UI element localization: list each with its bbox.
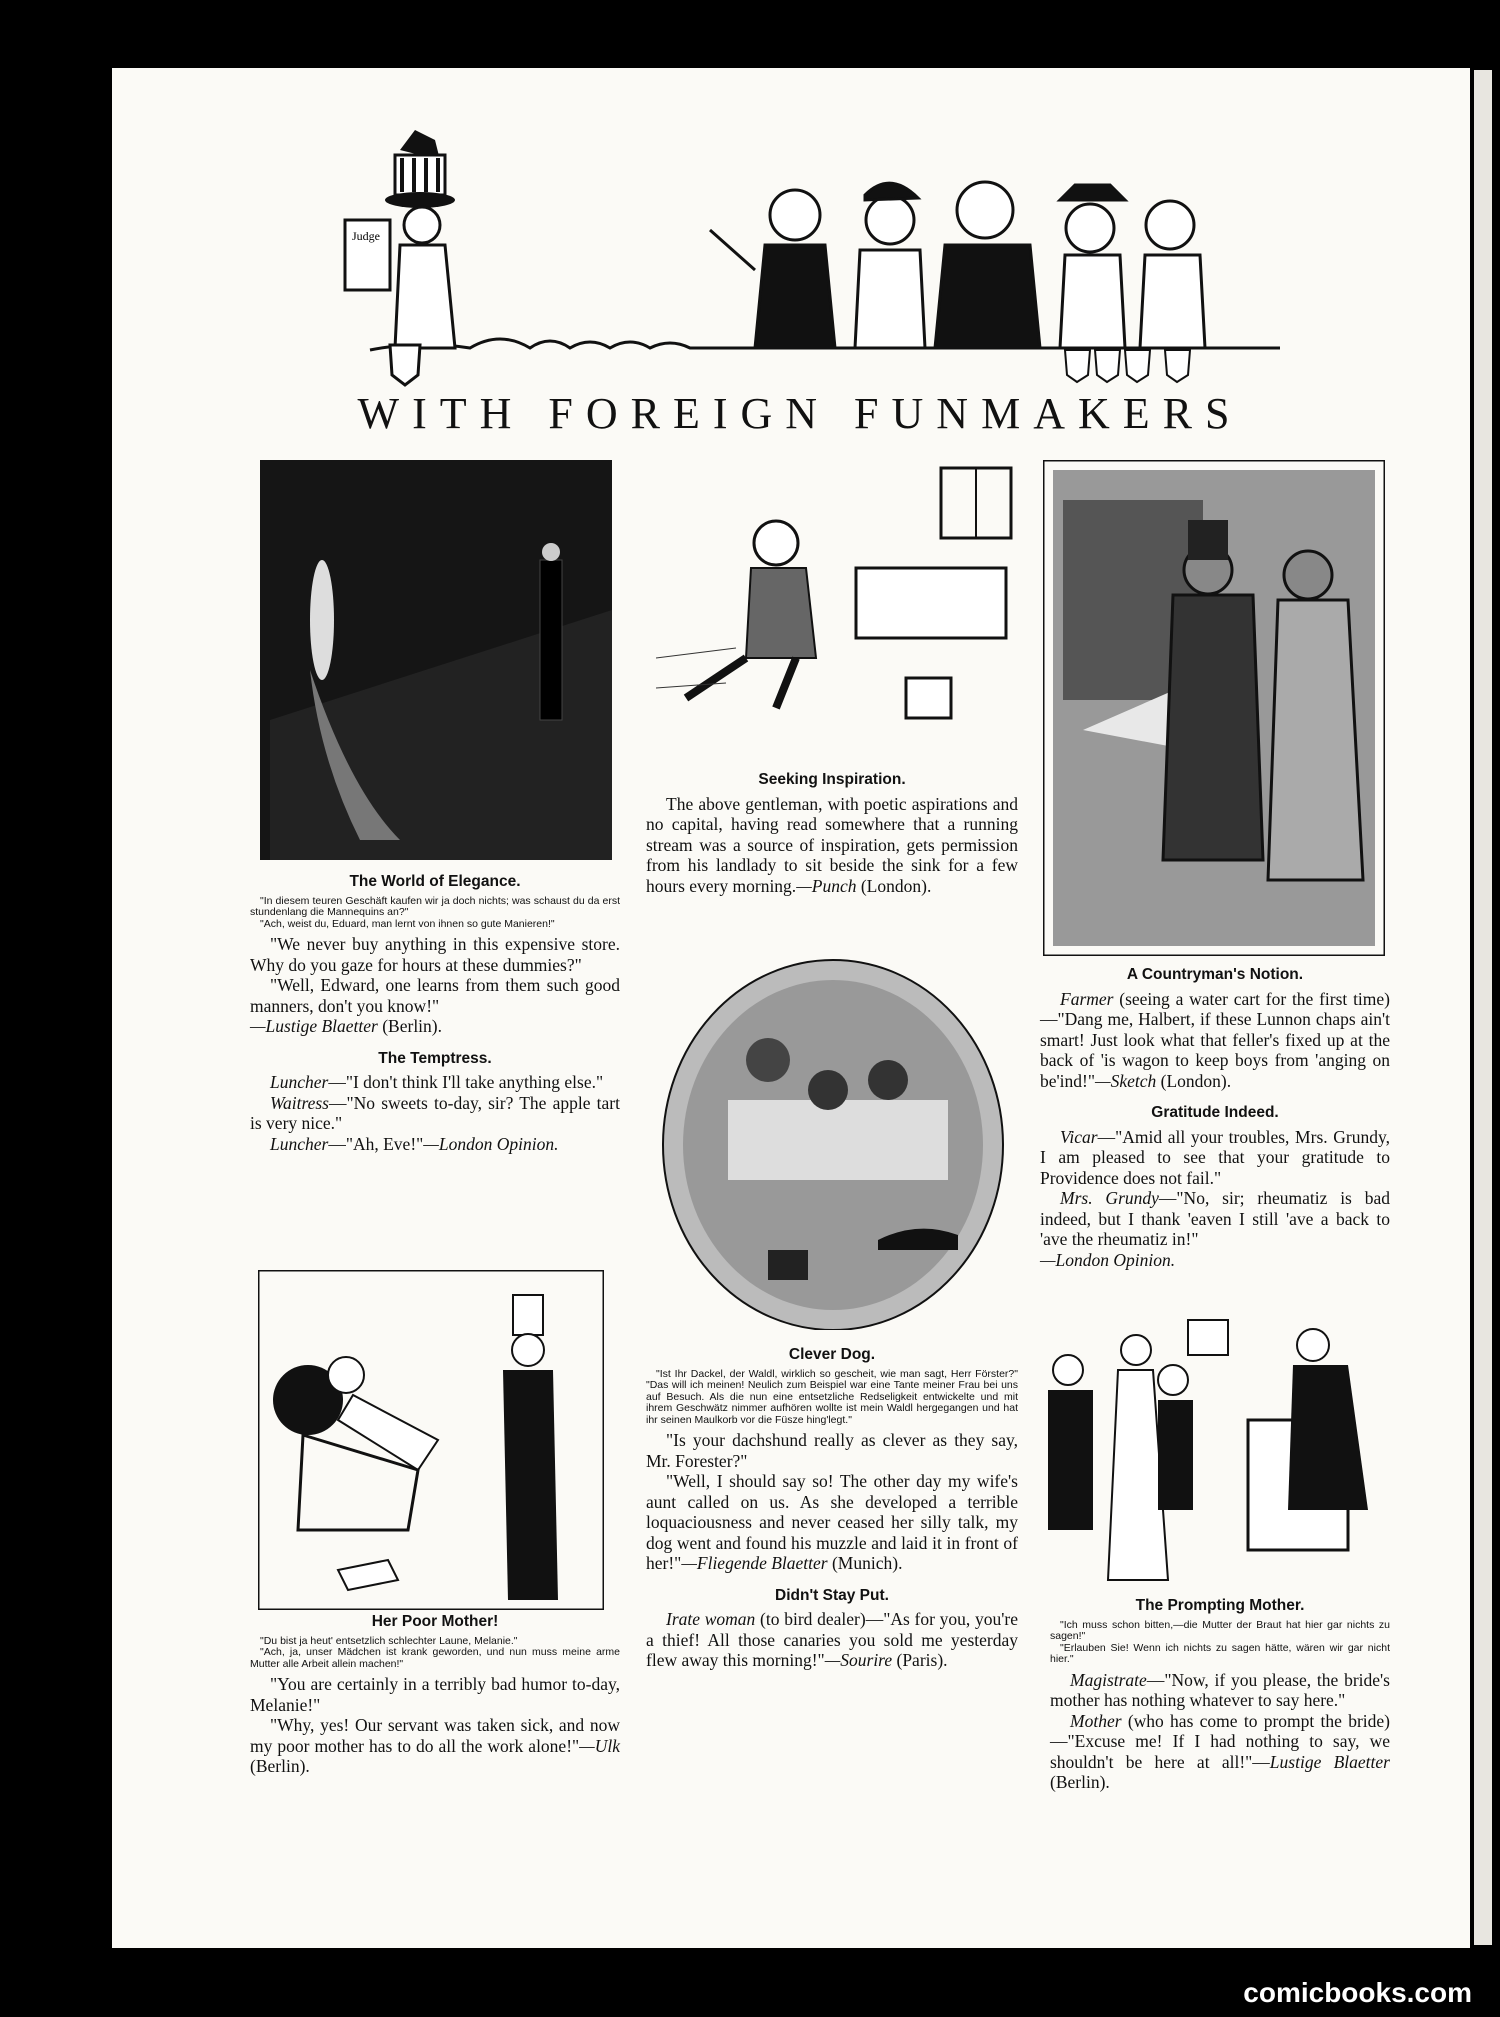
prompting-german-line: "Erlauben Sie! Wenn ich nichts zu sagen hätte, wären wir gar nicht hier."	[1050, 1641, 1390, 1665]
elegance-body-line: "Well, Edward, one learns from them such good manners, don't you know!"	[250, 975, 620, 1016]
prompting-heading: The Prompting Mother.	[1135, 1597, 1305, 1614]
elegance-body-line: "We never buy anything in this expensive store. Why do you gaze for hours at these dummies?"	[250, 934, 620, 975]
didnt-stay-heading: Didn't Stay Put.	[775, 1586, 889, 1604]
column-3	[1040, 965, 1390, 1270]
countryman-heading: A Countryman's Notion.	[1126, 966, 1304, 983]
svg-text:Judge: Judge	[352, 229, 380, 243]
poor-mother-german-text	[250, 1636, 620, 1671]
elegance-german-line: "Ach, weist du, Eduard, man lernt von ihnen so gute Manieren!"	[260, 917, 555, 930]
clever-dog-german-line: "Ist Ihr Dackel, der Waldl, wirklich so gescheit, wie man sagt, Herr Förster?" "Das will ich meinen! Neulich zum Beispiel war eine Tante meiner Frau bei uns auf Besuch. Als die nun eine entsetzliche Redseligkeit entwickelte und mit ihrem Geschwätz nimmer aufhören wollte ist mein Waldl hergegangen und hat ihr seinen Maulkorb vor die Füsze hing'legt."	[646, 1367, 1018, 1426]
clever-dog-german-text	[646, 1369, 1018, 1427]
prompting-german-line: "Ich muss schon bitten,—die Mutter der Braut hat hier gar nichts zu sagen!"	[1050, 1618, 1390, 1642]
prompting-mother-illustration	[1048, 1310, 1384, 1590]
prompting-german-text	[1050, 1620, 1390, 1666]
clever-dog-heading: Clever Dog.	[788, 1346, 876, 1363]
poor-mother-heading: Her Poor Mother!	[371, 1613, 499, 1630]
clever-dog-body-line: "Is your dachshund really as clever as they say, Mr. Forester?"	[646, 1430, 1018, 1471]
temptress-line: Waitress—"No sweets to-day, sir? The apple tart is very nice."	[250, 1092, 620, 1133]
elegance-source-line	[250, 1016, 620, 1037]
column-3-bottom	[1050, 1596, 1390, 1793]
gratitude-source: —London Opinion.	[1040, 1249, 1176, 1270]
gratitude-line: Mrs. Grundy—"No, sir; rheumatiz is bad indeed, but I thank 'eaven I still 'ave a back to 'ave the rheumatiz in!"	[1040, 1188, 1390, 1249]
prompting-line: Mother (who has come to prompt the bride)—"Excuse me! If I had nothing to say, we shouldn't be here at all!"—Lustige Blaetter (Berlin).	[1050, 1710, 1390, 1792]
gratitude-heading: Gratitude Indeed.	[1151, 1104, 1279, 1121]
elegance-german-text	[250, 896, 620, 931]
prompting-line: Magistrate—"Now, if you please, the bride's mother has nothing whatever to say here."	[1050, 1669, 1390, 1710]
gratitude-line: Vicar—"Amid all your troubles, Mrs. Grundy, I am pleased to see that your gratitude to Providence does not fail."	[1040, 1126, 1390, 1188]
countryman-body: Farmer (seeing a water cart for the first time)—"Dang me, Halbert, if these Lunnon chaps ain't smart! Just look what that feller's fixed up at the back of 'is wagon to keep boys from 'anging on be'ind!"—Sketch (London).	[1040, 988, 1390, 1091]
temptress-line: Luncher—"I don't think I'll take anything else."	[270, 1072, 604, 1092]
poor-mother-german-line: "Ach, ja, unser Mädchen ist krank geworden, und nun muss meine arme Mutter alle Arbeit allein machen!"	[250, 1646, 620, 1670]
elegance-illustration	[260, 460, 612, 860]
column-2	[646, 770, 1018, 896]
inspiration-body: The above gentleman, with poetic aspirations and no capital, having read somewhere that a running stream was a source of inspiration, gets permission from his landlady to sit beside the sink for a few hours every morning.—Punch (London).	[646, 793, 1018, 896]
didnt-stay-body: Irate woman (to bird dealer)—"As for you, you're a thief! All those canaries you sold me yesterday flew away this morning!"—Sourire (Paris).	[646, 1609, 1019, 1670]
countryman-illustration	[1043, 460, 1385, 956]
clever-dog-body-line: "Well, I should say so! The other day my wife's aunt called on us. As she developed a terrible loquaciousness and never ceased her silly talk, my dog went and found his muzzle and laid it in front of her!"—Fliegende Blaetter (Munich).	[646, 1471, 1018, 1573]
site-watermark: comicbooks.com	[1243, 1977, 1472, 2008]
inspiration-heading: Seeking Inspiration.	[758, 771, 906, 788]
column-1-bottom	[250, 1612, 620, 1777]
clever-dog-illustration	[658, 950, 1008, 1330]
elegance-place: (Berlin).	[382, 1016, 442, 1036]
elegance-source: —Lustige Blaetter	[250, 1016, 378, 1036]
column-1	[250, 872, 620, 1154]
poor-mother-german-line: "Du bist ja heut' entsetzlich schlechter Laune, Melanie."	[260, 1634, 518, 1647]
elegance-heading: The World of Elegance.	[349, 873, 521, 890]
page-spine	[1474, 70, 1492, 1945]
column-2-bottom	[646, 1345, 1018, 1671]
page-title: WITH FOREIGN FUNMAKERS	[357, 389, 1243, 438]
temptress-heading: The Temptress.	[378, 1049, 492, 1067]
temptress-line: Luncher—"Ah, Eve!"—London Opinion.	[270, 1133, 559, 1154]
poor-mother-illustration	[258, 1270, 604, 1610]
header-caricatures-illustration	[340, 110, 1320, 390]
seeking-inspiration-illustration	[656, 458, 1018, 758]
poor-mother-body-line: "Why, yes! Our servant was taken sick, and now my poor mother has to do all the work alone!"—Ulk (Berlin).	[250, 1715, 620, 1776]
elegance-german-line: "In diesem teuren Geschäft kaufen wir ja doch nichts; was schaust du da erst stundenlang die Mannequins an?"	[250, 894, 620, 918]
poor-mother-body-line: "You are certainly in a terribly bad humor to-day, Melanie!"	[250, 1674, 620, 1715]
